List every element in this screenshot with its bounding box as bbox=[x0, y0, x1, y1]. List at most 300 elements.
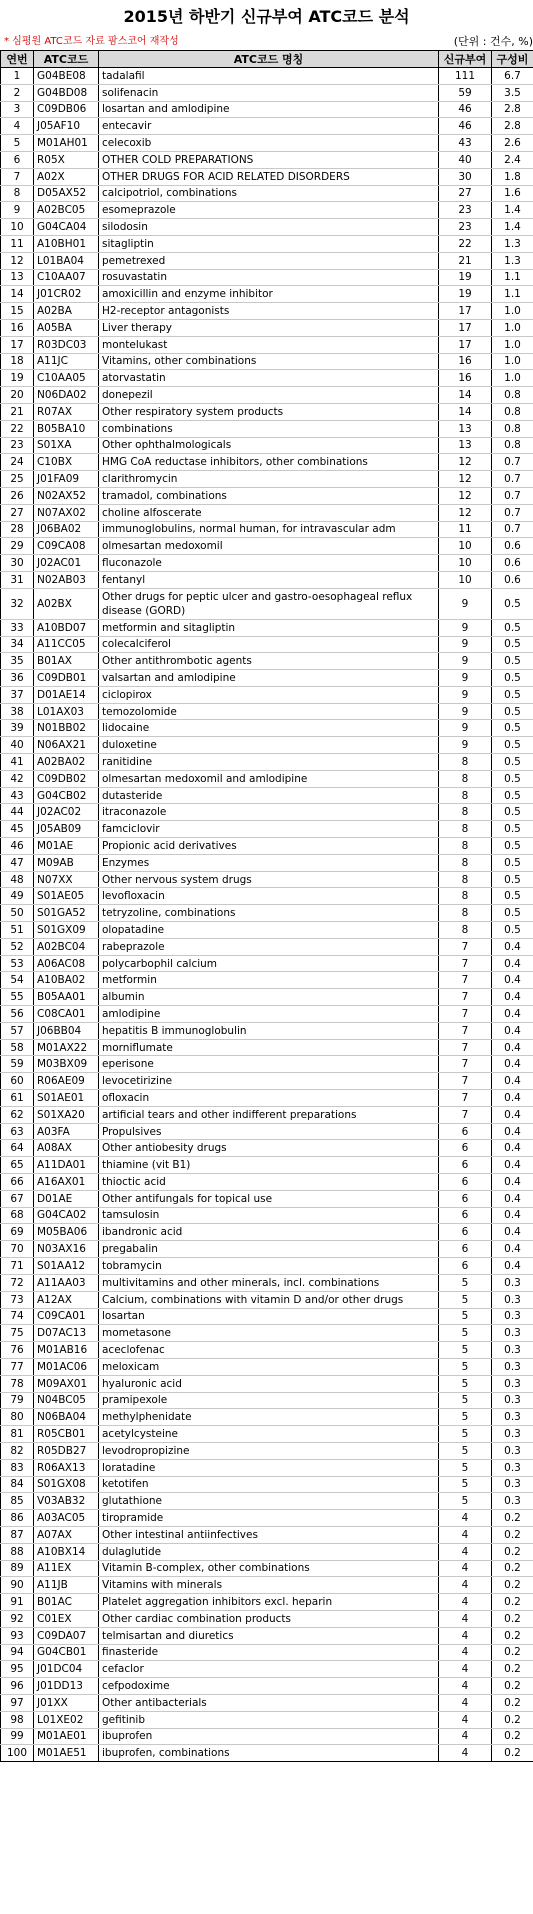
atc-code: C09DB06 bbox=[34, 101, 99, 118]
row-number: 14 bbox=[1, 286, 34, 303]
atc-name: artificial tears and other indifferent preparations bbox=[99, 1106, 439, 1123]
table-row bbox=[1, 1661, 533, 1678]
table-row bbox=[1, 1325, 533, 1342]
row-number: 22 bbox=[1, 420, 34, 437]
atc-code: J01DD13 bbox=[34, 1678, 99, 1695]
row-number: 35 bbox=[1, 653, 34, 670]
atc-code: D01AE14 bbox=[34, 686, 99, 703]
atc-name: thioctic acid bbox=[99, 1174, 439, 1191]
atc-code: N02AB03 bbox=[34, 571, 99, 588]
atc-code: N06AX21 bbox=[34, 737, 99, 754]
row-number: 68 bbox=[1, 1207, 34, 1224]
ratio: 0.3 bbox=[492, 1342, 533, 1359]
atc-code: S01XA bbox=[34, 437, 99, 454]
table-row bbox=[1, 1123, 533, 1140]
atc-code: S01AE05 bbox=[34, 888, 99, 905]
row-number: 72 bbox=[1, 1274, 34, 1291]
ratio: 0.4 bbox=[492, 1056, 533, 1073]
new-count: 8 bbox=[439, 770, 492, 787]
ratio: 0.2 bbox=[492, 1610, 533, 1627]
atc-name: Other ophthalmologicals bbox=[99, 437, 439, 454]
atc-code: V03AB32 bbox=[34, 1493, 99, 1510]
row-number: 61 bbox=[1, 1090, 34, 1107]
new-count: 23 bbox=[439, 202, 492, 219]
ratio: 2.4 bbox=[492, 151, 533, 168]
atc-code: R06AE09 bbox=[34, 1073, 99, 1090]
row-number: 36 bbox=[1, 670, 34, 687]
table-row bbox=[1, 972, 533, 989]
new-count: 43 bbox=[439, 135, 492, 152]
header-ratio: 구성비 bbox=[492, 51, 533, 68]
row-number: 99 bbox=[1, 1728, 34, 1745]
table-row bbox=[1, 1358, 533, 1375]
ratio: 0.2 bbox=[492, 1510, 533, 1527]
new-count: 40 bbox=[439, 151, 492, 168]
table-row bbox=[1, 1728, 533, 1745]
ratio: 0.4 bbox=[492, 1257, 533, 1274]
atc-name: morniflumate bbox=[99, 1039, 439, 1056]
atc-code: S01GX08 bbox=[34, 1476, 99, 1493]
table-row bbox=[1, 387, 533, 404]
atc-name: metformin and sitagliptin bbox=[99, 619, 439, 636]
atc-code: A11JB bbox=[34, 1577, 99, 1594]
row-number: 57 bbox=[1, 1022, 34, 1039]
row-number: 26 bbox=[1, 487, 34, 504]
new-count: 27 bbox=[439, 185, 492, 202]
row-number: 81 bbox=[1, 1426, 34, 1443]
row-number: 33 bbox=[1, 619, 34, 636]
source-note: * 심평원 ATC코드 자료 팜스코어 재작성 bbox=[4, 36, 179, 47]
row-number: 39 bbox=[1, 720, 34, 737]
row-number: 38 bbox=[1, 703, 34, 720]
row-number: 88 bbox=[1, 1543, 34, 1560]
ratio: 0.4 bbox=[492, 1073, 533, 1090]
ratio: 0.3 bbox=[492, 1274, 533, 1291]
ratio: 2.8 bbox=[492, 101, 533, 118]
atc-code: N03AX16 bbox=[34, 1241, 99, 1258]
row-number: 84 bbox=[1, 1476, 34, 1493]
atc-code: M01AH01 bbox=[34, 135, 99, 152]
table-row bbox=[1, 403, 533, 420]
ratio: 0.3 bbox=[492, 1308, 533, 1325]
new-count: 17 bbox=[439, 319, 492, 336]
ratio: 0.4 bbox=[492, 972, 533, 989]
table-row bbox=[1, 1577, 533, 1594]
table-row bbox=[1, 989, 533, 1006]
atc-code: A10BD07 bbox=[34, 619, 99, 636]
ratio: 1.0 bbox=[492, 370, 533, 387]
table-row bbox=[1, 1610, 533, 1627]
row-number: 75 bbox=[1, 1325, 34, 1342]
atc-name: temozolomide bbox=[99, 703, 439, 720]
new-count: 9 bbox=[439, 737, 492, 754]
ratio: 0.2 bbox=[492, 1526, 533, 1543]
atc-name: Liver therapy bbox=[99, 319, 439, 336]
row-number: 77 bbox=[1, 1358, 34, 1375]
table-row bbox=[1, 454, 533, 471]
atc-code: L01XE02 bbox=[34, 1711, 99, 1728]
table-row bbox=[1, 754, 533, 771]
ratio: 0.5 bbox=[492, 871, 533, 888]
atc-code: C09DB02 bbox=[34, 770, 99, 787]
table-row bbox=[1, 319, 533, 336]
atc-name: Vitamins, other combinations bbox=[99, 353, 439, 370]
new-count: 12 bbox=[439, 454, 492, 471]
atc-name: Other drugs for peptic ulcer and gastro-oesophageal reflux disease (GORD) bbox=[99, 588, 439, 619]
table-row bbox=[1, 1039, 533, 1056]
new-count: 4 bbox=[439, 1711, 492, 1728]
new-count: 46 bbox=[439, 101, 492, 118]
atc-name: montelukast bbox=[99, 336, 439, 353]
table-row bbox=[1, 1459, 533, 1476]
atc-name: ibuprofen bbox=[99, 1728, 439, 1745]
ratio: 0.3 bbox=[492, 1459, 533, 1476]
atc-name: rosuvastatin bbox=[99, 269, 439, 286]
row-number: 13 bbox=[1, 269, 34, 286]
atc-code: J02AC02 bbox=[34, 804, 99, 821]
ratio: 1.3 bbox=[492, 252, 533, 269]
ratio: 0.2 bbox=[492, 1678, 533, 1695]
new-count: 8 bbox=[439, 854, 492, 871]
new-count: 5 bbox=[439, 1375, 492, 1392]
atc-code: L01AX03 bbox=[34, 703, 99, 720]
ratio: 0.6 bbox=[492, 555, 533, 572]
row-number: 91 bbox=[1, 1594, 34, 1611]
table-row bbox=[1, 1526, 533, 1543]
ratio: 0.3 bbox=[492, 1409, 533, 1426]
new-count: 4 bbox=[439, 1661, 492, 1678]
table-row bbox=[1, 1426, 533, 1443]
new-count: 17 bbox=[439, 336, 492, 353]
table-row bbox=[1, 521, 533, 538]
atc-name: multivitamins and other minerals, incl. combinations bbox=[99, 1274, 439, 1291]
row-number: 46 bbox=[1, 838, 34, 855]
row-number: 32 bbox=[1, 588, 34, 619]
row-number: 58 bbox=[1, 1039, 34, 1056]
ratio: 1.0 bbox=[492, 303, 533, 320]
row-number: 92 bbox=[1, 1610, 34, 1627]
new-count: 9 bbox=[439, 703, 492, 720]
atc-name: valsartan and amlodipine bbox=[99, 670, 439, 687]
atc-code: A02BX bbox=[34, 588, 99, 619]
table-row bbox=[1, 202, 533, 219]
new-count: 8 bbox=[439, 838, 492, 855]
new-count: 4 bbox=[439, 1577, 492, 1594]
new-count: 7 bbox=[439, 1106, 492, 1123]
new-count: 5 bbox=[439, 1308, 492, 1325]
row-number: 48 bbox=[1, 871, 34, 888]
new-count: 6 bbox=[439, 1241, 492, 1258]
atc-name: calcipotriol, combinations bbox=[99, 185, 439, 202]
atc-name: polycarbophil calcium bbox=[99, 955, 439, 972]
ratio: 0.2 bbox=[492, 1745, 533, 1762]
ratio: 0.5 bbox=[492, 754, 533, 771]
atc-code: G04CA04 bbox=[34, 219, 99, 236]
new-count: 5 bbox=[439, 1342, 492, 1359]
header-atc-code: ATC코드 bbox=[34, 51, 99, 68]
row-number: 59 bbox=[1, 1056, 34, 1073]
ratio: 0.3 bbox=[492, 1358, 533, 1375]
atc-name: amlodipine bbox=[99, 1006, 439, 1023]
new-count: 7 bbox=[439, 1006, 492, 1023]
row-number: 5 bbox=[1, 135, 34, 152]
table-row bbox=[1, 1291, 533, 1308]
row-number: 54 bbox=[1, 972, 34, 989]
table-row bbox=[1, 1711, 533, 1728]
atc-code: M03BX09 bbox=[34, 1056, 99, 1073]
new-count: 4 bbox=[439, 1745, 492, 1762]
atc-code: A11AA03 bbox=[34, 1274, 99, 1291]
row-number: 47 bbox=[1, 854, 34, 871]
atc-name: famciclovir bbox=[99, 821, 439, 838]
table-row bbox=[1, 286, 533, 303]
row-number: 49 bbox=[1, 888, 34, 905]
new-count: 5 bbox=[439, 1358, 492, 1375]
atc-code: M01AX22 bbox=[34, 1039, 99, 1056]
row-number: 29 bbox=[1, 538, 34, 555]
table-row bbox=[1, 1073, 533, 1090]
table-row bbox=[1, 1644, 533, 1661]
atc-name: losartan bbox=[99, 1308, 439, 1325]
new-count: 10 bbox=[439, 538, 492, 555]
new-count: 10 bbox=[439, 555, 492, 572]
row-number: 24 bbox=[1, 454, 34, 471]
ratio: 0.5 bbox=[492, 703, 533, 720]
atc-name: gefitinib bbox=[99, 1711, 439, 1728]
row-number: 74 bbox=[1, 1308, 34, 1325]
new-count: 12 bbox=[439, 471, 492, 488]
row-number: 78 bbox=[1, 1375, 34, 1392]
ratio: 0.3 bbox=[492, 1442, 533, 1459]
row-number: 16 bbox=[1, 319, 34, 336]
row-number: 100 bbox=[1, 1745, 34, 1762]
atc-name: donepezil bbox=[99, 387, 439, 404]
atc-name: Propionic acid derivatives bbox=[99, 838, 439, 855]
new-count: 9 bbox=[439, 670, 492, 687]
row-number: 95 bbox=[1, 1661, 34, 1678]
table-header-row bbox=[1, 51, 533, 68]
table-row bbox=[1, 1560, 533, 1577]
atc-name: cefaclor bbox=[99, 1661, 439, 1678]
atc-code: N02AX52 bbox=[34, 487, 99, 504]
row-number: 20 bbox=[1, 387, 34, 404]
atc-code: J01CR02 bbox=[34, 286, 99, 303]
table-row bbox=[1, 737, 533, 754]
atc-name: Vitamin B-complex, other combinations bbox=[99, 1560, 439, 1577]
new-count: 46 bbox=[439, 118, 492, 135]
atc-code: N06DA02 bbox=[34, 387, 99, 404]
atc-name: tramadol, combinations bbox=[99, 487, 439, 504]
atc-code: C10AA07 bbox=[34, 269, 99, 286]
table-row bbox=[1, 437, 533, 454]
atc-code: M01AC06 bbox=[34, 1358, 99, 1375]
table-row bbox=[1, 1106, 533, 1123]
row-number: 62 bbox=[1, 1106, 34, 1123]
ratio: 0.7 bbox=[492, 471, 533, 488]
atc-code: A11CC05 bbox=[34, 636, 99, 653]
row-number: 23 bbox=[1, 437, 34, 454]
atc-name: Other intestinal antiinfectives bbox=[99, 1526, 439, 1543]
atc-name: olmesartan medoxomil and amlodipine bbox=[99, 770, 439, 787]
atc-name: hepatitis B immunoglobulin bbox=[99, 1022, 439, 1039]
atc-code: S01XA20 bbox=[34, 1106, 99, 1123]
new-count: 5 bbox=[439, 1325, 492, 1342]
atc-name: methylphenidate bbox=[99, 1409, 439, 1426]
new-count: 4 bbox=[439, 1543, 492, 1560]
table-row bbox=[1, 619, 533, 636]
row-number: 94 bbox=[1, 1644, 34, 1661]
row-number: 21 bbox=[1, 403, 34, 420]
table-row bbox=[1, 871, 533, 888]
ratio: 0.7 bbox=[492, 454, 533, 471]
new-count: 19 bbox=[439, 269, 492, 286]
atc-code: J01FA09 bbox=[34, 471, 99, 488]
row-number: 4 bbox=[1, 118, 34, 135]
table-row bbox=[1, 1510, 533, 1527]
row-number: 70 bbox=[1, 1241, 34, 1258]
atc-code: R05CB01 bbox=[34, 1426, 99, 1443]
atc-code: A11EX bbox=[34, 1560, 99, 1577]
unit-label: (단위 : 건수, %) bbox=[453, 35, 533, 48]
atc-name: levofloxacin bbox=[99, 888, 439, 905]
atc-code: M01AB16 bbox=[34, 1342, 99, 1359]
ratio: 0.5 bbox=[492, 787, 533, 804]
atc-name: eperisone bbox=[99, 1056, 439, 1073]
table-row bbox=[1, 1543, 533, 1560]
ratio: 0.8 bbox=[492, 420, 533, 437]
ratio: 0.4 bbox=[492, 955, 533, 972]
atc-code: A03AC05 bbox=[34, 1510, 99, 1527]
atc-name: Other antithrombotic agents bbox=[99, 653, 439, 670]
row-number: 51 bbox=[1, 922, 34, 939]
table-row bbox=[1, 336, 533, 353]
header-atc-name: ATC코드 명칭 bbox=[99, 51, 439, 68]
table-row bbox=[1, 471, 533, 488]
atc-code: C09DB01 bbox=[34, 670, 99, 687]
new-count: 5 bbox=[439, 1291, 492, 1308]
row-number: 18 bbox=[1, 353, 34, 370]
ratio: 0.3 bbox=[492, 1375, 533, 1392]
atc-code: J05AF10 bbox=[34, 118, 99, 135]
atc-code: J06BB04 bbox=[34, 1022, 99, 1039]
new-count: 8 bbox=[439, 922, 492, 939]
atc-name: Calcium, combinations with vitamin D and/or other drugs bbox=[99, 1291, 439, 1308]
new-count: 4 bbox=[439, 1728, 492, 1745]
atc-code: A11JC bbox=[34, 353, 99, 370]
ratio: 0.4 bbox=[492, 1241, 533, 1258]
ratio: 0.3 bbox=[492, 1392, 533, 1409]
ratio: 0.3 bbox=[492, 1476, 533, 1493]
row-number: 60 bbox=[1, 1073, 34, 1090]
new-count: 14 bbox=[439, 403, 492, 420]
table-row bbox=[1, 353, 533, 370]
atc-name: albumin bbox=[99, 989, 439, 1006]
table-row bbox=[1, 101, 533, 118]
atc-name: amoxicillin and enzyme inhibitor bbox=[99, 286, 439, 303]
ratio: 0.5 bbox=[492, 653, 533, 670]
row-number: 56 bbox=[1, 1006, 34, 1023]
atc-code: B01AX bbox=[34, 653, 99, 670]
table-row bbox=[1, 1342, 533, 1359]
new-count: 5 bbox=[439, 1392, 492, 1409]
new-count: 6 bbox=[439, 1190, 492, 1207]
atc-code: S01AA12 bbox=[34, 1257, 99, 1274]
table-row bbox=[1, 653, 533, 670]
new-count: 6 bbox=[439, 1257, 492, 1274]
row-number: 76 bbox=[1, 1342, 34, 1359]
table-row bbox=[1, 854, 533, 871]
ratio: 0.5 bbox=[492, 770, 533, 787]
new-count: 22 bbox=[439, 235, 492, 252]
atc-code: A05BA bbox=[34, 319, 99, 336]
atc-name: Enzymes bbox=[99, 854, 439, 871]
new-count: 8 bbox=[439, 787, 492, 804]
atc-name: cefpodoxime bbox=[99, 1678, 439, 1695]
table-row bbox=[1, 555, 533, 572]
ratio: 0.4 bbox=[492, 1022, 533, 1039]
atc-name: tobramycin bbox=[99, 1257, 439, 1274]
new-count: 21 bbox=[439, 252, 492, 269]
table-row bbox=[1, 1157, 533, 1174]
atc-name: pramipexole bbox=[99, 1392, 439, 1409]
atc-name: HMG CoA reductase inhibitors, other combinations bbox=[99, 454, 439, 471]
atc-code: J02AC01 bbox=[34, 555, 99, 572]
atc-code: J01DC04 bbox=[34, 1661, 99, 1678]
new-count: 19 bbox=[439, 286, 492, 303]
row-number: 96 bbox=[1, 1678, 34, 1695]
row-number: 11 bbox=[1, 235, 34, 252]
ratio: 0.3 bbox=[492, 1493, 533, 1510]
atc-name: mometasone bbox=[99, 1325, 439, 1342]
atc-name: combinations bbox=[99, 420, 439, 437]
atc-name: levocetirizine bbox=[99, 1073, 439, 1090]
row-number: 86 bbox=[1, 1510, 34, 1527]
ratio: 0.4 bbox=[492, 1157, 533, 1174]
atc-name: olopatadine bbox=[99, 922, 439, 939]
atc-code: B01AC bbox=[34, 1594, 99, 1611]
atc-name: telmisartan and diuretics bbox=[99, 1627, 439, 1644]
atc-name: ibuprofen, combinations bbox=[99, 1745, 439, 1762]
atc-code: R05DB27 bbox=[34, 1442, 99, 1459]
row-number: 53 bbox=[1, 955, 34, 972]
atc-code: C01EX bbox=[34, 1610, 99, 1627]
atc-code: B05AA01 bbox=[34, 989, 99, 1006]
ratio: 0.5 bbox=[492, 838, 533, 855]
atc-code: R07AX bbox=[34, 403, 99, 420]
row-number: 25 bbox=[1, 471, 34, 488]
atc-name: entecavir bbox=[99, 118, 439, 135]
ratio: 0.5 bbox=[492, 737, 533, 754]
table-row bbox=[1, 135, 533, 152]
new-count: 6 bbox=[439, 1207, 492, 1224]
atc-name: H2-receptor antagonists bbox=[99, 303, 439, 320]
row-number: 73 bbox=[1, 1291, 34, 1308]
atc-code: M09AB bbox=[34, 854, 99, 871]
ratio: 0.2 bbox=[492, 1711, 533, 1728]
table-row bbox=[1, 151, 533, 168]
atc-name: Other cardiac combination products bbox=[99, 1610, 439, 1627]
atc-name: duloxetine bbox=[99, 737, 439, 754]
ratio: 0.2 bbox=[492, 1577, 533, 1594]
atc-name: loratadine bbox=[99, 1459, 439, 1476]
atc-code: R06AX13 bbox=[34, 1459, 99, 1476]
new-count: 7 bbox=[439, 955, 492, 972]
table-row bbox=[1, 770, 533, 787]
atc-code: S01GX09 bbox=[34, 922, 99, 939]
atc-name: rabeprazole bbox=[99, 938, 439, 955]
row-number: 66 bbox=[1, 1174, 34, 1191]
atc-code: S01GA52 bbox=[34, 905, 99, 922]
